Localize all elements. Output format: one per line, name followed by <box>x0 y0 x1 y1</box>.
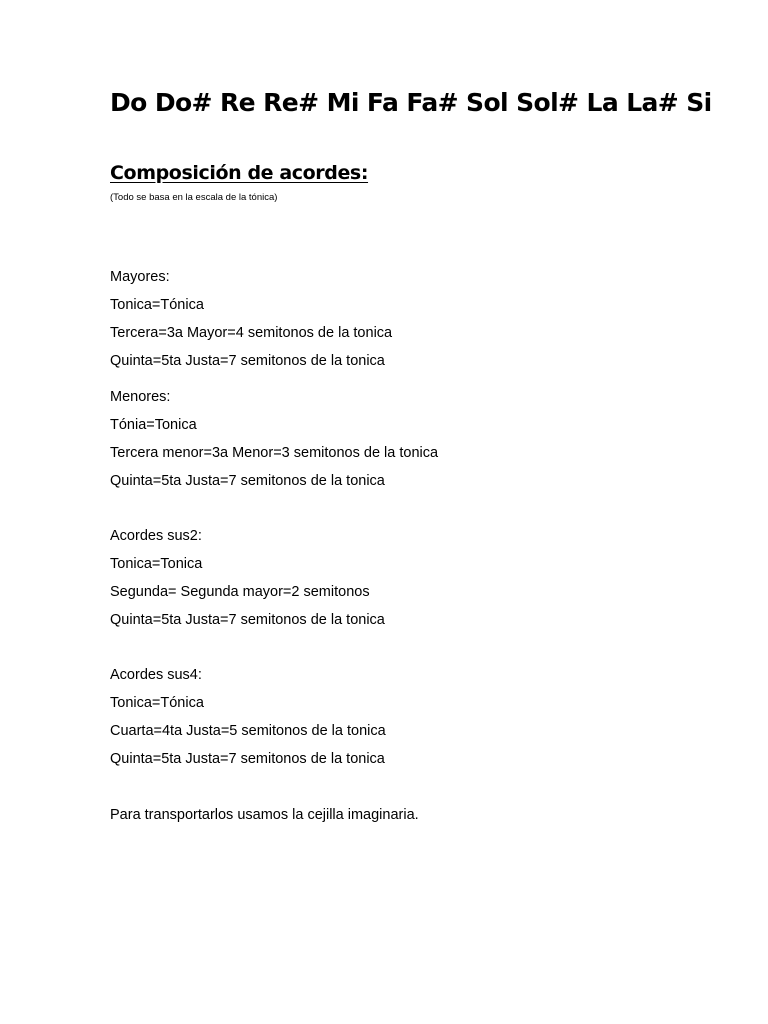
scale-notes-title: Do Do# Re Re# Mi Fa Fa# Sol Sol# La La# Si <box>110 88 712 117</box>
sus4-title: Acordes sus4: <box>110 667 202 683</box>
sus2-title: Acordes sus2: <box>110 528 202 544</box>
menores-title: Menores: <box>110 389 171 405</box>
mayores-line: Tercera=3a Mayor=4 semitonos de la tonica <box>110 325 393 341</box>
sus2-line: Quinta=5ta Justa=7 semitonos de la tonica <box>110 612 385 628</box>
closing-text: Para transportarlos usamos la cejilla imaginaria. <box>110 807 419 823</box>
subnote: (Todo se basa en la escala de la tónica) <box>110 192 278 203</box>
menores-line: Tercera menor=3a Menor=3 semitonos de la tonica <box>110 445 439 461</box>
mayores-line: Quinta=5ta Justa=7 semitonos de la tonica <box>110 353 385 369</box>
menores-line: Quinta=5ta Justa=7 semitonos de la tonica <box>110 473 385 489</box>
mayores-line: Tonica=Tónica <box>110 297 204 313</box>
sus4-line: Tonica=Tónica <box>110 695 204 711</box>
menores-line: Tónia=Tonica <box>110 417 197 433</box>
sus4-line: Cuarta=4ta Justa=5 semitonos de la tonica <box>110 723 386 739</box>
section-heading: Composición de acordes: <box>110 162 369 184</box>
sus2-line: Tonica=Tonica <box>110 556 203 572</box>
sus2-line: Segunda= Segunda mayor=2 semitonos <box>110 584 370 600</box>
mayores-title: Mayores: <box>110 269 170 285</box>
sus4-line: Quinta=5ta Justa=7 semitonos de la tonica <box>110 751 385 767</box>
